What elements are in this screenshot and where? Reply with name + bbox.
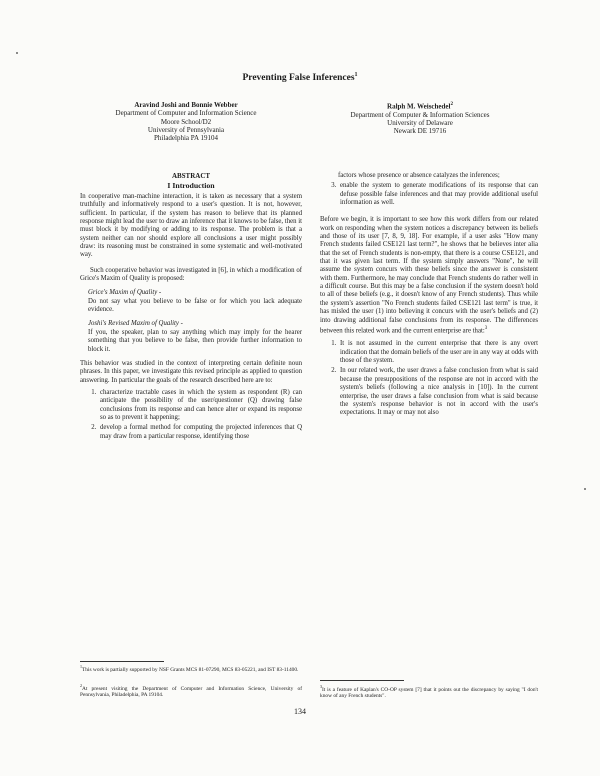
- author-univ-left: University of Pennsylvania: [147, 125, 225, 134]
- author-city-right: Newark DE 19716: [393, 127, 447, 136]
- grice-maxim: [88, 289, 302, 314]
- goal-item-1: 1. characterize tractable cases in which the system as respondent (R) can anticipate the possibility of the user/questioner (Q) drawing false conclusions from its response and can hence alter or expand its response so as to prevent it happening;: [98, 389, 302, 422]
- title-footnote-mark: 1: [354, 72, 358, 78]
- differences-list: [320, 340, 538, 417]
- left-column: [80, 172, 302, 443]
- difference-item-1: 1. It is not assumed in the current enterprise that there is any overt indication that the domain beliefs of the user are in any way at odds with those of the system.: [338, 340, 538, 365]
- footnote-3: $^3$It is a feature of Kaplan's CO-OP system [7] that it points out the discrepancy by saying "I don't know of any French students".: [320, 684, 538, 700]
- author-names-left: Aravind Joshi and Bonnie Webber: [134, 101, 238, 109]
- footnote-2: $^2$At present visiting the Department of Computer and Information Science, University of Pennsylvania, Philadelphia, PA 19104.: [80, 683, 302, 699]
- author-name-right: Ralph M. Weischedel$^2$: [387, 102, 453, 111]
- difference-item-2: 2. In our related work, the user draws a false conclusion from what is said because the presuppositions of the response are not in accord with the system's beliefs (following a nice analysis in [10]). In the current enterprise, the user draws a false conclusion from what is said because the system's response behavior is not in accord with the user's expectations. It may or may not also: [338, 367, 538, 417]
- joshi-maxim-text: If you, the speaker, plan to say anything which may imply for the hearer something that you believe to be false, then provide further information to block it.: [88, 328, 302, 353]
- author-city-left: Philadelphia PA 19104: [154, 134, 218, 143]
- footnote-rule-left: [80, 661, 164, 662]
- intro-paragraph-2: Such cooperative behavior was investigated in [6], in which a modification of Grice's Maxim of Quality is proposed:: [80, 266, 302, 283]
- scan-speck: [16, 52, 18, 54]
- discussion-paragraph: Before we begin, it is important to see how this work differs from our related work on responding when the system notices a discrepancy between its beliefs and those of its user [7, 8, 9, 18]. For example, if a user asks "How many French students failed CSE121 last term?", he shows that he believes inter alia that the set of French students is non-empty, that there is a course CSE121, and that it was given last term. If the system simply answers "None", he will assume the system concurs with these beliefs since the answer is consistent with them. Furthermore, he may conclude that French students do rather well in a difficult course. But this may be a false conclusion if the system doesn't hold to all of these beliefs (e.g., it doesn't know of any French students). Thus while the system's assertion "No French students failed CSE121 last term" is true, it has misled the user (1) into believing it concurs with the user's beliefs and (2) into drawing additional false conclusions from its response. The differences between this related work and the current enterprise are that:$^3$: [320, 216, 538, 335]
- intro-paragraph-1: In cooperative man-machine interaction, it is taken as necessary that a system truthfully and informatively respond to a user's question. It is not, however, sufficient. In particular, if the system has reason to believe that its planned response might lead the user to draw an inference that it knows to be false, then it must block it by modifying or adding to its response. The problem is that a system neither can nor should explore all conclusions a user might possibly draw: its reasoning must be constrained in some systematic and well-motivated way.: [80, 193, 302, 259]
- footnote-mark-3: 3: [484, 325, 488, 331]
- footnote-rule-right: [320, 680, 404, 681]
- joshi-maxim: [88, 320, 302, 353]
- goals-list-continued: [320, 182, 538, 207]
- author-school-left: Moore School/D2: [160, 117, 212, 126]
- paper-title: Preventing False Inferences$^1$: [242, 72, 358, 84]
- page-number: 134: [294, 707, 306, 716]
- goal-item-3: 3. enable the system to generate modifications of its response that can defuse possible false inferences and that may provide additional useful information as well.: [338, 182, 538, 207]
- section-heading-introduction: I Introduction: [167, 181, 215, 190]
- author-univ-right: University of Delaware: [387, 118, 453, 127]
- goal-item-2-continued: factors whose presence or absence catalyzes the inferences;: [338, 172, 500, 179]
- author-dept-right: Department of Computer & Information Sciences: [350, 110, 490, 119]
- author-block-left: [88, 101, 284, 142]
- abstract-heading: ABSTRACT: [171, 172, 211, 180]
- scan-speck: [584, 488, 586, 490]
- intro-paragraph-3: This behavior was studied in the context of interpreting certain definite noun phrases. In this paper, we investigate this revised principle as applied to question answering. In particular the goals of the research described here are to:: [80, 359, 302, 384]
- footnote-1: $^1$This work is partially supported by NSF Grants MCS 81-07290, MCS 83-05221, and IST 83-11400.: [80, 664, 299, 673]
- grice-maxim-title: Grice's Maxim of Quality -: [88, 289, 162, 297]
- author-dept-left: Department of Computer and Information Science: [115, 109, 257, 118]
- joshi-maxim-title: Joshi's Revised Maxim of Quality -: [88, 320, 183, 328]
- goal-item-2: 2. develop a formal method for computing the projected inferences that Q may draw from a particular response, identifying those: [98, 424, 302, 441]
- grice-maxim-text: Do not say what you believe to be false or for which you lack adequate evidence.: [88, 297, 302, 314]
- goals-list: [80, 389, 302, 441]
- author-block-right: [322, 101, 518, 136]
- right-column: [320, 172, 538, 420]
